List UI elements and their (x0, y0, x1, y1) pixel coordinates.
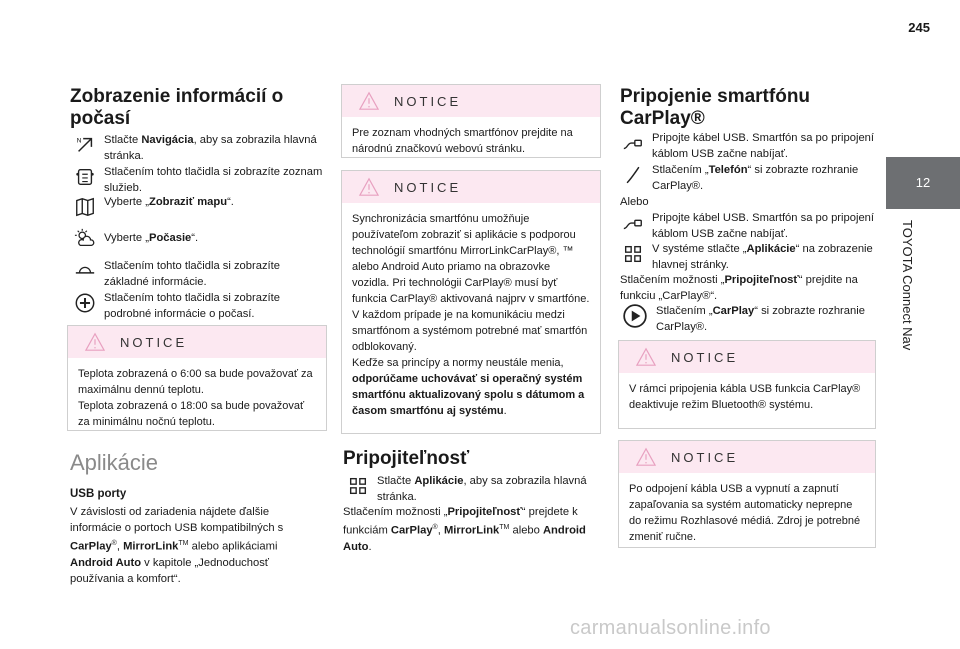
notice-title: NOTICE (671, 349, 739, 365)
warning-icon (635, 347, 657, 367)
notice-text: V rámci pripojenia kábla USB funkcia CarPlay® deaktivuje režim Bluetooth® systému. (629, 383, 861, 411)
plus-circle-icon (72, 290, 98, 316)
chapter-tab[interactable]: 12 (886, 157, 960, 209)
weather-section-title (70, 86, 290, 130)
weather-step-2: Stlačením tohto tlačidla si zobrazíte zoznam služieb. (72, 164, 327, 196)
notice-text: Pre zoznam vhodných smartfónov prejdite na národnú značkovú webovú stránku. (352, 127, 573, 155)
usb-cable-icon (620, 210, 646, 236)
svg-text:N: N (76, 137, 82, 145)
warning-icon (358, 91, 380, 111)
warning-icon (635, 447, 657, 467)
weather-title: Zobrazenie informácií o počasí (70, 86, 284, 129)
usb-cable-icon (620, 130, 646, 156)
carplay-play-icon (620, 303, 650, 329)
carplay-title: Pripojenie smartfónu CarPlay® (620, 86, 811, 129)
carplay-step-1: Pripojte kábel USB. Smartfón sa po pripojení káblom USB začne nabíjať. (620, 130, 878, 162)
notice-title: NOTICE (394, 179, 462, 195)
carplay-step-2: Stlačením „Telefón“ si zobrazte rozhranie CarPlay®. (620, 162, 878, 194)
apps-title: Aplikácie (70, 450, 159, 475)
carplay-paragraph: Stlačením možnosti „Pripojiteľnosť“ prejdite na funkciu „CarPlay®“. (620, 274, 858, 302)
carplay-step-4: V systéme stlačte „Aplikácie“ na zobrazenie hlavnej stránky. (620, 241, 878, 273)
apps-grid-icon (345, 473, 371, 499)
warning-icon (84, 332, 106, 352)
usb-title: USB porty (70, 488, 127, 500)
watermark: carmanualsonline.info (570, 617, 771, 639)
chapter-label: TOYOTA Connect Nav (900, 220, 915, 351)
notice-title: NOTICE (120, 334, 188, 350)
weather-notice (67, 325, 327, 431)
warning-icon (358, 177, 380, 197)
phone-icon (620, 162, 646, 188)
connectivity-title: Pripojiteľnosť (343, 448, 470, 469)
or-label: Alebo (620, 196, 649, 208)
weather-icon (72, 226, 98, 252)
notice-text: Synchronizácia smartfónu umožňuje používateľom zobraziť si aplikácie s podporou technológií smartfónu MirrorLinkCarPlay®, ™ alebo Android Auto priamo na obrazovke vozidla. Pri technológii CarPlay® musí byť funkcia CarPlay® aktivovaná najprv v smartfóne. V každom prípade je na komunikáciu medzi smartfónom a systémom potrebné mať smartfón odblokovaný. Keďže sa princípy a normy neustále menia, odporúčame uchovávať si operačný systém smartfónu aktualizovaný spolu s dátumom a časom smartfónu aj systému. (352, 213, 590, 417)
notice-title: NOTICE (671, 449, 739, 465)
carplay-step-5: Stlačením „CarPlay“ si zobrazte rozhranie CarPlay®. (620, 303, 878, 335)
services-grid-icon (72, 164, 98, 190)
weather-step-6: Stlačením tohto tlačidla si zobrazíte podrobné informácie o počasí. (72, 290, 327, 322)
weather-step-5: Stlačením tohto tlačidla si zobrazíte základné informácie. (72, 258, 327, 290)
connectivity-text: Stlačením možnosti „Pripojiteľnosť“ prejdete k funkciám CarPlay®, MirrorLink™ alebo Android Auto. (343, 506, 586, 553)
weather-step-1: N Stlačte Navigácia, aby sa zobrazila hlavná stránka. (72, 132, 327, 164)
map-icon (72, 194, 98, 220)
bluetooth-notice (618, 340, 876, 429)
notice-text: Po odpojení kábla USB a vypnutí a zapnutí zapaľovania sa systém automaticky neprepne do režimu Rozhlasové médiá. Zdroj je potrebné zmeniť ručne. (629, 483, 861, 543)
page-number: 245 (908, 20, 930, 35)
smartphones-notice (341, 84, 601, 158)
connectivity-step: Stlačte Aplikácie, aby sa zobrazila hlavná stránka. (345, 473, 600, 505)
apps-grid-icon (620, 241, 646, 267)
weather-step-4: Vyberte „Počasie“. (72, 226, 327, 252)
basic-info-icon (72, 258, 98, 284)
carplay-step-3: Pripojte kábel USB. Smartfón sa po pripojení káblom USB začne nabíjať. (620, 210, 878, 242)
navigation-arrow-icon (72, 132, 98, 158)
notice-title: NOTICE (394, 93, 462, 109)
usb-text: V závislosti od zariadenia nájdete ďalšie informácie o portoch USB kompatibilných s CarPlay®, MirrorLink™ alebo aplikáciami Android Auto v kapitole „Jednoduchosť používania a komfort“. (70, 506, 284, 585)
notice-text: Teplota zobrazená o 6:00 sa bude považovať za maximálnu dennú teplotu. Teplota zobrazená o 18:00 sa bude považovať za minimálnu nočnú teplotu. (78, 368, 313, 428)
sync-notice (341, 170, 601, 434)
weather-step-3: Vyberte „Zobraziť mapu“. (72, 194, 327, 220)
usb-disconnect-notice (618, 440, 876, 548)
